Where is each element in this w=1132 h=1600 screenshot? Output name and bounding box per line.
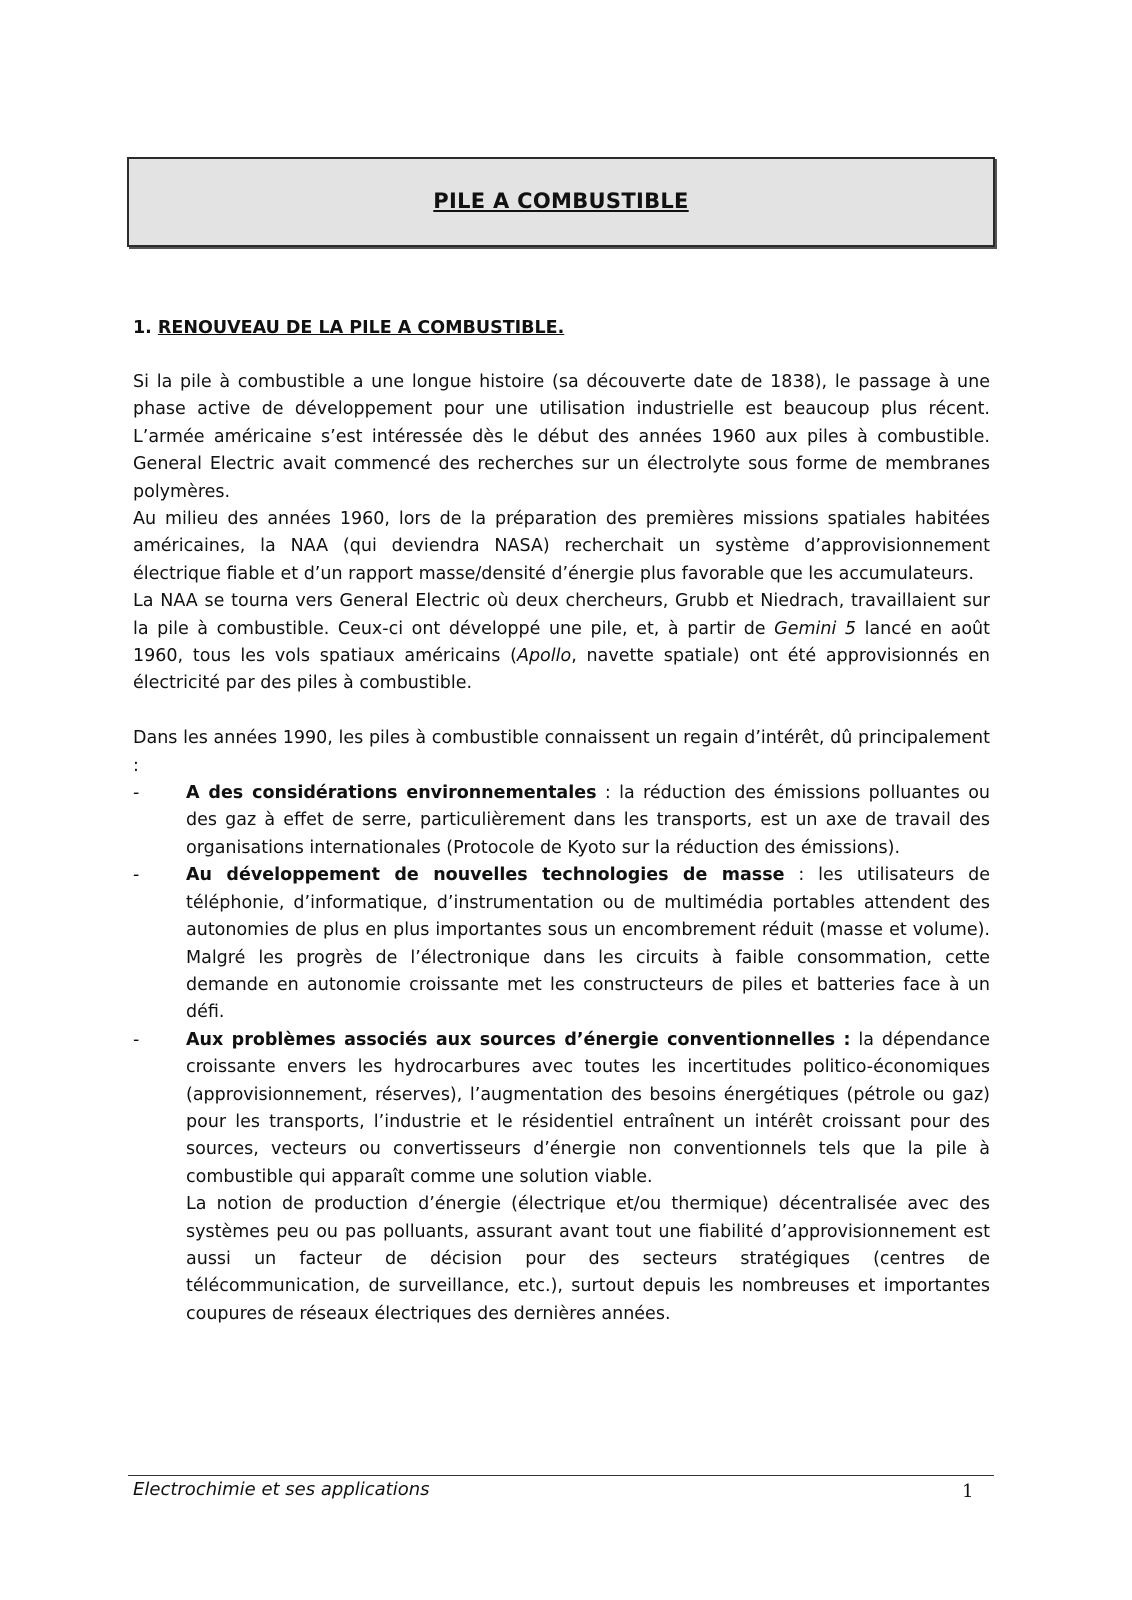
paragraph-text: lancé en août 1960, tous les vols spatiaux américains ( [133,618,991,667]
footer-course-title: Electrochimie et ses applications [133,1479,430,1500]
bullet-extra-paragraph: La notion de production d’énergie (électrique et/ou thermique) décentralisée avec des systèmes peu ou pas polluants, assurant avant tout une fiabilité d’approvisionnement est aussi un facteur de décision pour des secteurs stratégiques (centres de télécommunication, de surveillance, etc.), surtout depuis les nombreuses et importantes coupures de réseaux électriques des dernières années. [186,1194,990,1324]
paragraph-naa: Au milieu des années 1960, lors de la préparation des premières missions spatiales habitées américaines, la NAA (qui deviendra NASA) recherchait un système d’approvisionnement électrique fiable et d’un rapport masse/densité d’énergie plus favorable que les accumulateurs. [133,509,990,584]
bullet-text [186,1027,990,1191]
paragraph-spacer [133,698,990,725]
bullet-item-technologies [133,862,990,1026]
bullet-bold-label: Au développement de nouvelles technologies de masse [186,865,785,886]
bullet-item-energy-sources [133,1027,990,1328]
bullet-dash: - [133,783,140,804]
apollo-mission-name: Apollo [516,646,572,667]
gemini-mission-name: Gemini 5 [774,618,857,639]
document-title: PILE A COMBUSTIBLE [433,189,689,213]
footer-divider [128,1475,994,1476]
bullet-dash: - [133,1029,140,1050]
section-heading [133,318,564,338]
paragraph-general-electric [133,588,990,698]
bullet-text [186,780,990,862]
bullet-body: la dépendance croissante envers les hydrocarbures avec toutes les incertitudes politico-économiques (approvisionnement, réserves), l’augmentation des besoins énergétiques (pétrole ou gaz) pour les transports, l’industrie et le résidentiel entraînent un intérêt croissant pour des sources, vecteurs ou convertisseurs d’énergie non conventionnels tels que la pile à combustible qui apparaît comme une solution viable. [186,1029,990,1187]
page-number: 1 [962,1481,974,1502]
bullet-bold-label: Aux problèmes associés aux sources d’énergie conventionnelles : [186,1029,851,1050]
title-box [127,157,995,247]
paragraph-history: Si la pile à combustible a une longue histoire (sa découverte date de 1838), le passage à une phase active de développement pour une utilisation industrielle est beaucoup plus récent. L’armée américaine s’est intéressée dès le début des années 1960 aux piles à combustible. General Electric avait commencé des recherches sur un électrolyte sous forme de membranes polymères. [133,372,990,502]
bullet-bold-label: A des considérations environnementales [186,783,597,804]
bullet-body: : les utilisateurs de téléphonie, d’informatique, d’instrumentation ou de multimédia portables attendent des autonomies de plus en plus importantes sous un encombrement réduit (masse et volume). Malgré les progrès de l’électronique dans les circuits à faible consommation, cette demande en autonomie croissante met les constructeurs de piles et batteries face à un défi. [186,865,990,1023]
paragraph-1990s: Dans les années 1990, les piles à combustible connaissent un regain d’intérêt, dû principalement : [133,728,990,776]
paragraph-text: La NAA se tourna vers General Electric où deux chercheurs, Grubb et Niedrach, travaillaient sur la pile à combustible. Ceux-ci ont développé une pile, et, à partir de [133,591,990,639]
section-number: 1. [133,318,152,338]
bullet-item-environment [133,780,990,862]
bullet-body: : la réduction des émissions polluantes ou des gaz à effet de serre, particulièrement dans les transports, est un axe de travail des organisations internationales (Protocole de Kyoto sur la réduction des émissions). [186,783,990,858]
bullet-dash: - [133,865,140,886]
bullet-text [186,862,990,1026]
section-heading-label: RENOUVEAU DE LA PILE A COMBUSTIBLE. [157,318,565,338]
body-text [133,369,990,1328]
paragraph-text: , navette spatiale) ont été approvisionnés en électricité par des piles à combustible. [133,646,990,694]
